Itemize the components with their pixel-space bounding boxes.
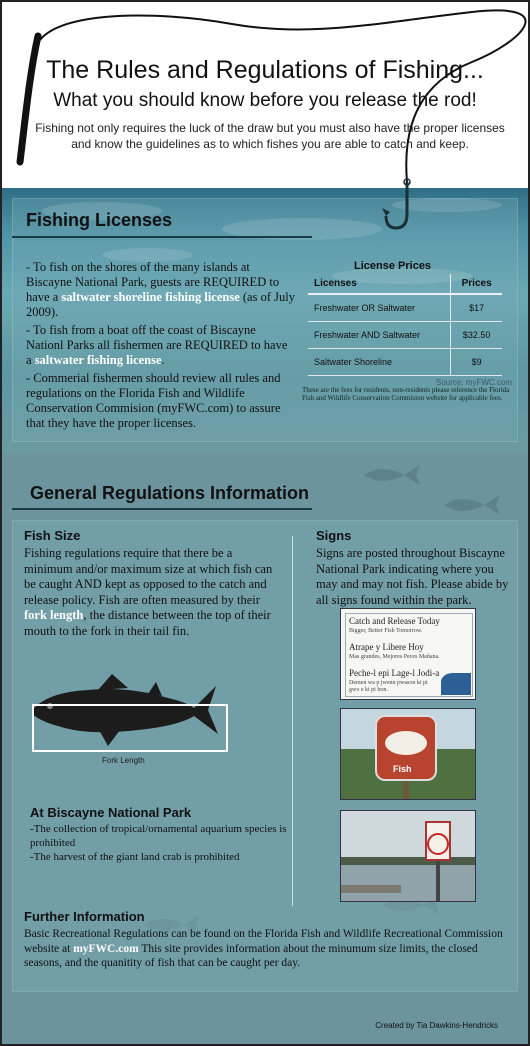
highlight-term: saltwater shoreline fishing license: [61, 290, 240, 304]
fork-length-box: [32, 704, 228, 752]
fishing-line-hook-icon: [2, 2, 528, 242]
license-cell: Saltwater Shoreline: [308, 348, 451, 375]
column-header-license: Licenses: [308, 274, 451, 294]
price-table-title: License Prices: [354, 260, 432, 272]
bnp-text: [30, 822, 290, 864]
column-divider: [292, 536, 293, 906]
further-text: Basic Recreational Regulations can be found on the Florida Fish and Wildlife Recreational Commission website at myFWC.com This site provides information about the minumum size limits, the closed seasons, and the quanitity of fish that can be caught per day.: [24, 928, 503, 969]
license-item: - Commerial fishermen should review all rules and regulations on the Florida Fish and Wildlife Conservation Commision (myFWC.com) to assure that they have the proper licenses.: [26, 371, 281, 430]
price-note: These are the fees for residents, non-residents please reference the Florida Fish and Wildlife Conservation Commision website for applicable fees.: [302, 386, 510, 402]
signs-text: Signs are posted throughout Biscayne National Park indicating where you may and may not fish. Please abide by all signs found within the park.: [316, 546, 509, 607]
credit-text: Created by Tia Dawkins-Hendricks: [375, 1021, 498, 1030]
further-heading: Further Information: [24, 909, 145, 924]
fork-length-label: Fork Length: [102, 756, 145, 765]
general-heading: General Regulations Information: [30, 483, 310, 503]
signs-heading: Signs: [316, 528, 352, 543]
bnp-item: -The harvest of the giant land crab is prohibited: [30, 851, 240, 863]
license-cell: Freshwater OR Saltwater: [308, 294, 451, 321]
fish-size-heading: Fish Size: [24, 528, 81, 543]
price-cell: $32.50: [451, 321, 502, 348]
table-row: [308, 348, 502, 375]
highlight-term: fork length: [24, 608, 84, 622]
price-cell: $9: [451, 348, 502, 375]
page-subtitle: What you should know before you release the rod!: [53, 90, 477, 111]
highlight-term: saltwater fishing license: [34, 353, 162, 367]
no-fishing-post-photo: [340, 810, 476, 902]
fish-size-text: Fishing regulations require that there be a minimum and/or maximum size at which fish can be caught AND kept as opposed to the catch and release policy. Fish are often measured by their fork length, the distance between the top of their mouth to the fork in their tail fin.: [24, 546, 273, 638]
table-row: [308, 294, 502, 321]
licenses-heading: Fishing Licenses: [26, 210, 173, 230]
website-link[interactable]: myFWC.com: [73, 942, 139, 955]
price-cell: $17: [451, 294, 502, 321]
catch-release-sign-photo: Catch and Release Today Bigger, Better Fish Tomorrow. Atrape y Libere Hoy Mas grandes, Mejores Peces Mañana. Peche-l epi Lage-l Jodi-a Demen wa p jwenn pwason ki pi gwo e ki pi bon.: [340, 608, 476, 700]
intro-text: Fishing not only requires the luck of the draw but you must also have the proper licenses and know the guidelines as to which fishes you are able to catch and keep.: [35, 121, 505, 151]
heading-underline: [12, 508, 312, 510]
no-fishing-sign-photo: Fish: [340, 708, 476, 800]
price-table: [308, 274, 502, 376]
bnp-heading: At Biscayne National Park: [30, 805, 192, 820]
license-item: - To fish from a boat off the coast of Biscayne Nationl Parks all fishermen are REQUIRED to have a saltwater fishing license.: [26, 323, 288, 367]
table-header-row: [308, 274, 502, 294]
bnp-item: -The collection of tropical/ornamental aquarium species is prohibited: [30, 823, 287, 849]
fish-icon: [442, 493, 502, 517]
column-header-price: Prices: [451, 274, 502, 294]
price-source: Source: myFWC.com: [436, 378, 513, 387]
table-row: [308, 321, 502, 348]
page-title: The Rules and Regulations of Fishing...: [46, 56, 484, 84]
license-item: - To fish on the shores of the many islands at Biscayne National Park, guests are REQUIRED to have a saltwater shoreline fishing license (as of July 2009).: [26, 260, 295, 319]
license-cell: Freshwater AND Saltwater: [308, 321, 451, 348]
fish-icon: [362, 463, 422, 487]
licenses-text: [26, 260, 296, 434]
